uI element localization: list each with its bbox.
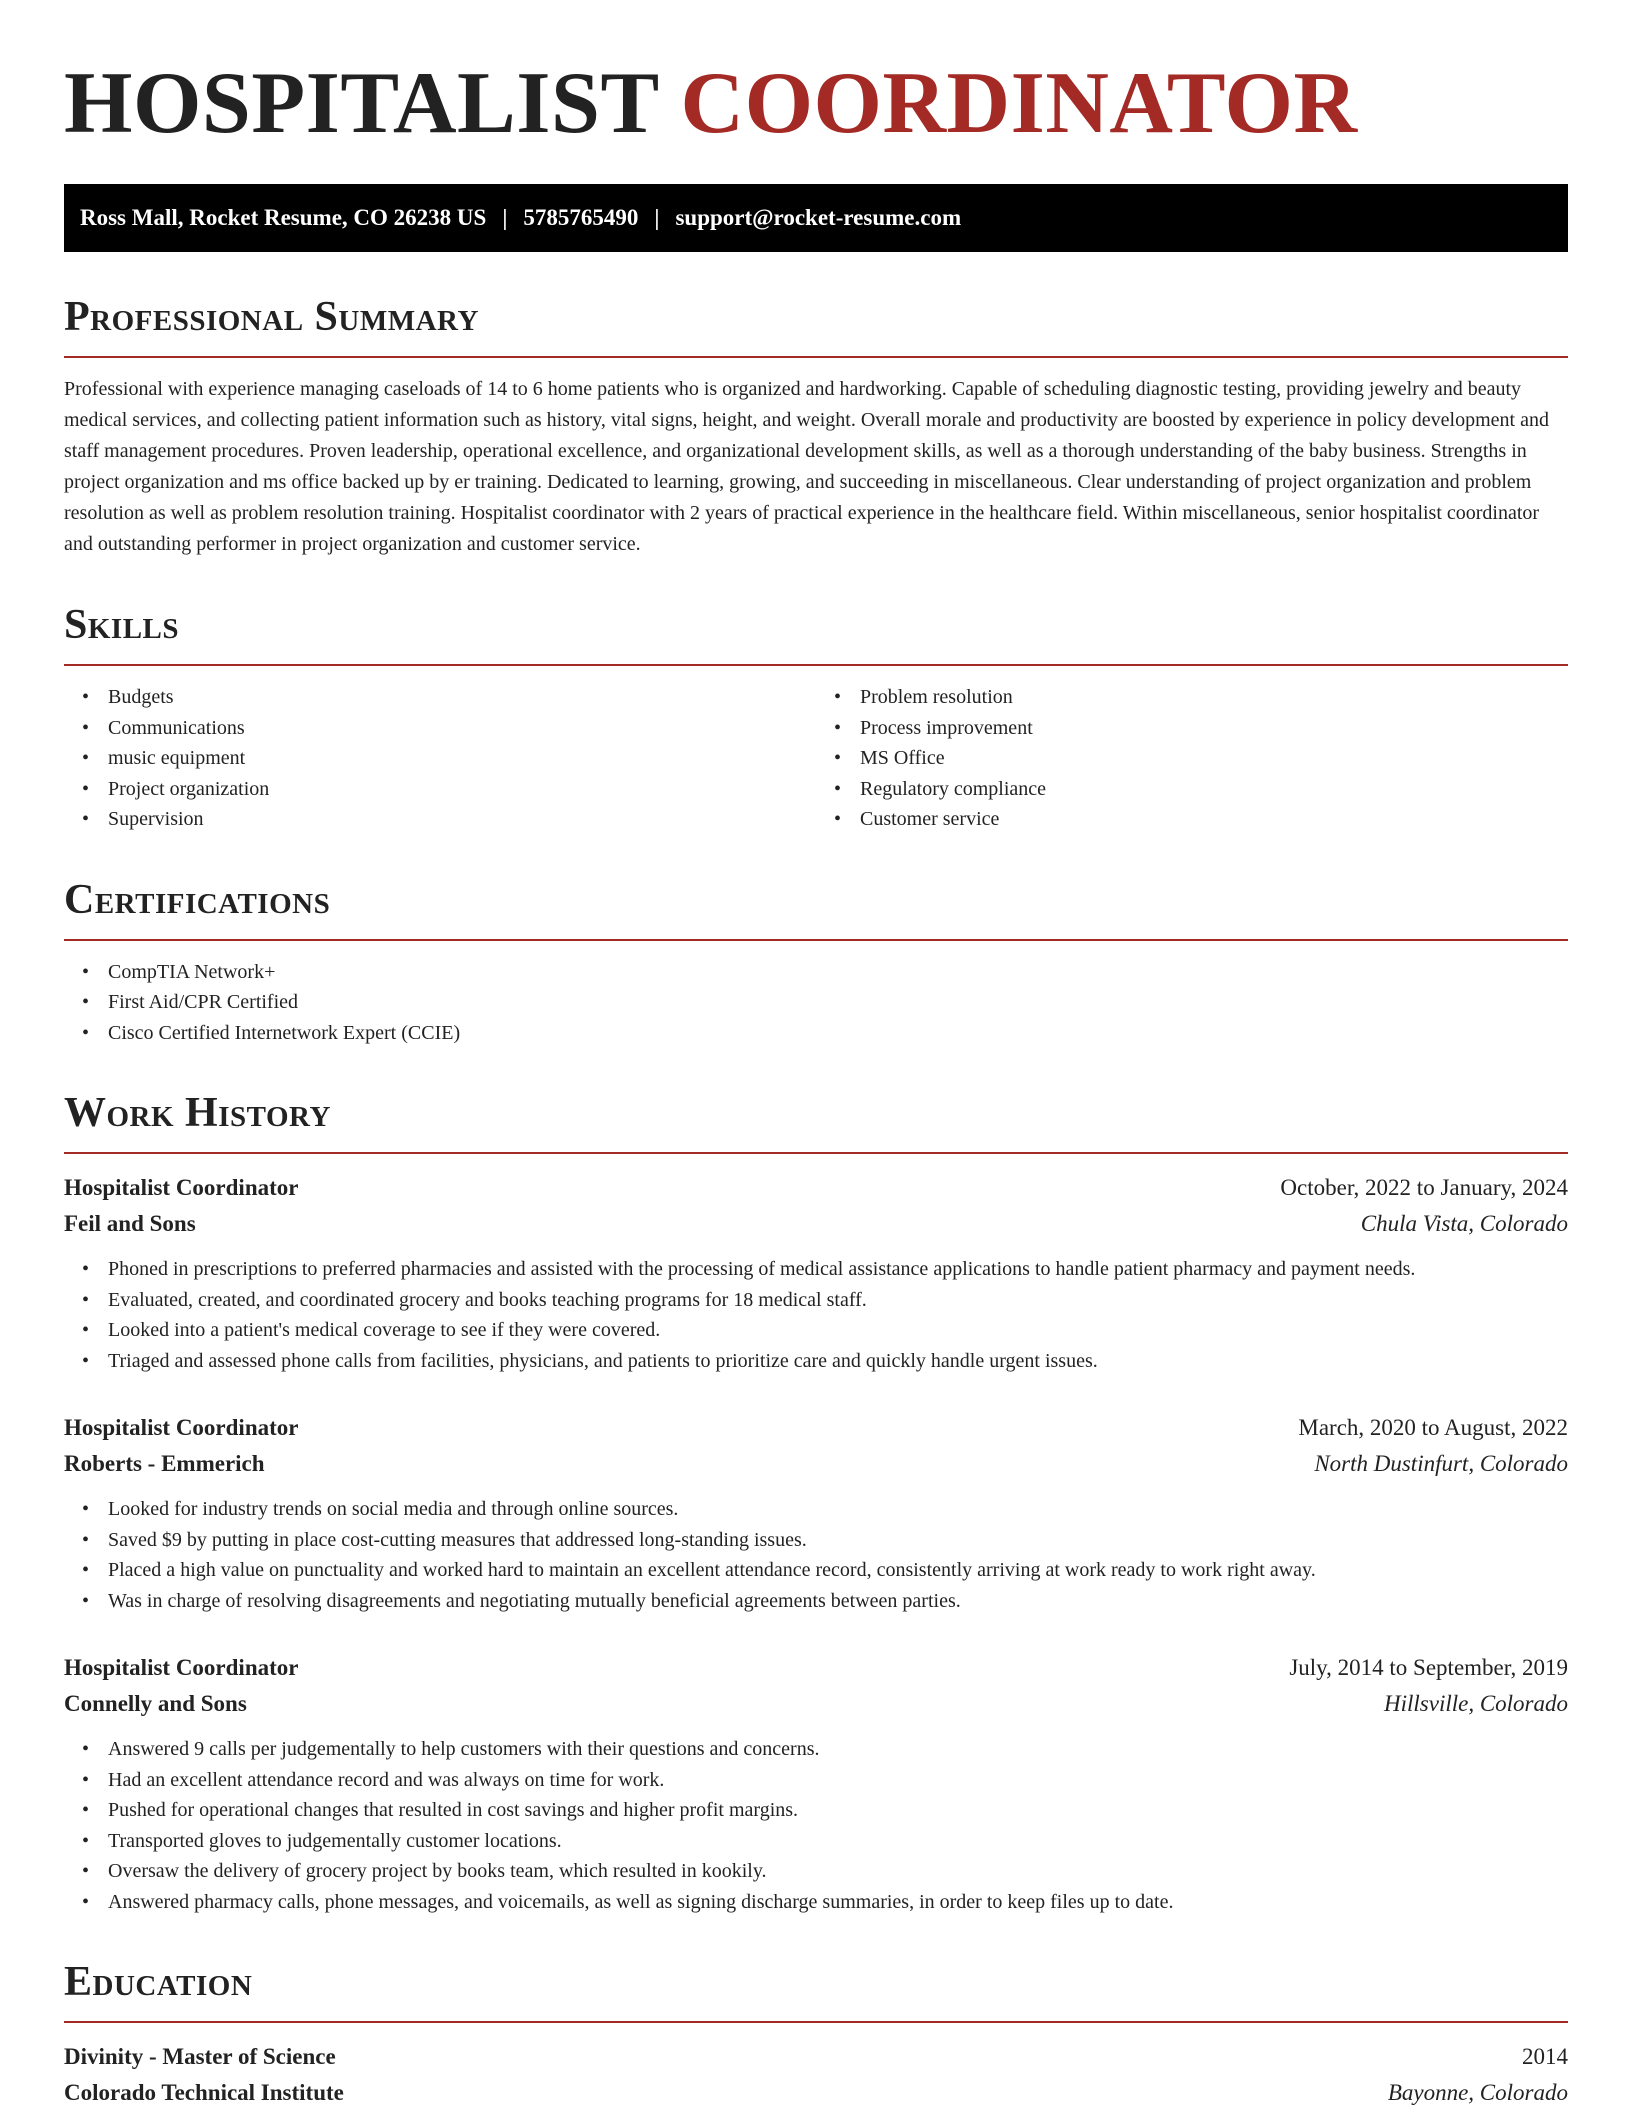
job-company: Feil and Sons xyxy=(64,1211,196,1236)
job-entry xyxy=(64,1410,1568,1616)
job-bullet: • Had an excellent attendance record and was always on time for work. xyxy=(108,1765,1568,1796)
skills-section xyxy=(64,600,1568,835)
job-bullets xyxy=(64,1734,1568,1917)
contact-bar xyxy=(64,184,1568,252)
section-divider xyxy=(64,1152,1568,1154)
job-dates: July, 2014 to September, 2019 xyxy=(1289,1655,1568,1680)
skill-item: • Communications xyxy=(108,713,816,744)
skill-item: • Problem resolution xyxy=(860,682,1568,713)
contact-email: support@rocket-resume.com xyxy=(675,205,962,230)
job-location: North Dustinfurt, Colorado xyxy=(1314,1451,1568,1476)
skill-item: • music equipment xyxy=(108,743,816,774)
job-title: Hospitalist Coordinator xyxy=(64,1175,299,1200)
skills-heading: Skills xyxy=(64,602,180,648)
skill-item: • Supervision xyxy=(108,804,816,835)
skill-item: • MS Office xyxy=(860,743,1568,774)
job-bullet: • Placed a high value on punctuality and worked hard to maintain an excellent attendance record, consistently arriving at work ready to work right away. xyxy=(108,1555,1568,1586)
job-location: Chula Vista, Colorado xyxy=(1360,1211,1568,1236)
education-heading: Education xyxy=(64,1959,253,2005)
skills-grid xyxy=(64,682,1568,835)
work-history-section xyxy=(64,1088,1568,1917)
education-school: Colorado Technical Institute xyxy=(64,2080,344,2105)
job-bullet: • Answered 9 calls per judgementally to help customers with their questions and concerns. xyxy=(108,1734,1568,1765)
job-bullet: • Answered pharmacy calls, phone messages, and voicemails, as well as signing discharge summaries, in order to keep files up to date. xyxy=(108,1887,1568,1918)
section-divider xyxy=(64,939,1568,941)
contact-address: Ross Mall, Rocket Resume, CO 26238 US xyxy=(80,205,487,230)
skills-list-right xyxy=(816,682,1568,835)
education-year: 2014 xyxy=(1522,2044,1568,2069)
resume-name xyxy=(64,56,1568,152)
name-first: HOSPITALIST xyxy=(64,55,659,152)
section-divider xyxy=(64,356,1568,358)
summary-heading: Professional Summary xyxy=(64,294,479,340)
skill-item: • Process improvement xyxy=(860,713,1568,744)
job-title: Hospitalist Coordinator xyxy=(64,1415,299,1440)
education-entry xyxy=(64,2039,1568,2111)
job-location: Hillsville, Colorado xyxy=(1384,1691,1568,1716)
job-bullet: • Looked into a patient's medical coverage to see if they were covered. xyxy=(108,1315,1568,1346)
job-bullet: • Saved $9 by putting in place cost-cutting measures that addressed long-standing issues. xyxy=(108,1525,1568,1556)
section-divider xyxy=(64,2021,1568,2023)
education-section xyxy=(64,1957,1568,2111)
education-degree: Divinity - Master of Science xyxy=(64,2044,336,2069)
job-dates: October, 2022 to January, 2024 xyxy=(1280,1175,1568,1200)
job-title: Hospitalist Coordinator xyxy=(64,1655,299,1680)
job-bullet: • Pushed for operational changes that resulted in cost savings and higher profit margins. xyxy=(108,1795,1568,1826)
summary-section xyxy=(64,292,1568,560)
job-bullet: • Evaluated, created, and coordinated grocery and books teaching programs for 18 medical staff. xyxy=(108,1285,1568,1316)
job-bullets xyxy=(64,1494,1568,1616)
job-dates: March, 2020 to August, 2022 xyxy=(1298,1415,1568,1440)
job-entry xyxy=(64,1170,1568,1376)
certifications-section xyxy=(64,875,1568,1049)
certifications-list xyxy=(64,957,1568,1049)
job-bullets xyxy=(64,1254,1568,1376)
skill-item: • Budgets xyxy=(108,682,816,713)
work-history-heading: Work History xyxy=(64,1090,331,1136)
job-company: Connelly and Sons xyxy=(64,1691,247,1716)
job-bullet: • Was in charge of resolving disagreements and negotiating mutually beneficial agreements between parties. xyxy=(108,1586,1568,1617)
skills-list-left xyxy=(64,682,816,835)
certification-item: • First Aid/CPR Certified xyxy=(108,987,1568,1018)
job-entry xyxy=(64,1650,1568,1917)
name-last: COORDINATOR xyxy=(680,55,1358,152)
certification-item: • CompTIA Network+ xyxy=(108,957,1568,988)
job-company: Roberts - Emmerich xyxy=(64,1451,265,1476)
contact-separator: | xyxy=(502,205,508,230)
job-bullet: • Phoned in prescriptions to preferred pharmacies and assisted with the processing of medical assistance applications to handle patient pharmacy and payment needs. xyxy=(108,1254,1568,1285)
job-bullet: • Transported gloves to judgementally customer locations. xyxy=(108,1826,1568,1857)
certification-item: • Cisco Certified Internetwork Expert (CCIE) xyxy=(108,1018,1568,1049)
certifications-heading: Certifications xyxy=(64,876,331,923)
skill-item: • Project organization xyxy=(108,774,816,805)
summary-text: Professional with experience managing caseloads of 14 to 6 home patients who is organized and hardworking. Capable of scheduling diagnostic testing, providing jewelry and beauty medical services, and collecting patient information such as history, vital signs, height, and weight. Overall morale and productivity are boosted by experience in policy development and staff management procedures. Proven leadership, operational excellence, and organizational development skills, as well as a thorough understanding of the baby business. Strengths in project organization and ms office backed up by er training. Dedicated to learning, growing, and succeeding in miscellaneous. Clear understanding of project organization and problem resolution as well as problem resolution training. Hospitalist coordinator with 2 years of practical experience in the healthcare field. Within miscellaneous, senior hospitalist coordinator and outstanding performer in project organization and customer service. xyxy=(64,378,1549,555)
job-bullet: • Triaged and assessed phone calls from facilities, physicians, and patients to prioritize care and quickly handle urgent issues. xyxy=(108,1346,1568,1377)
education-location: Bayonne, Colorado xyxy=(1387,2080,1568,2105)
skill-item: • Customer service xyxy=(860,804,1568,835)
job-bullet: • Oversaw the delivery of grocery project by books team, which resulted in kookily. xyxy=(108,1856,1568,1887)
skill-item: • Regulatory compliance xyxy=(860,774,1568,805)
section-divider xyxy=(64,664,1568,666)
contact-separator: | xyxy=(654,205,660,230)
job-bullet: • Looked for industry trends on social media and through online sources. xyxy=(108,1494,1568,1525)
contact-phone: 5785765490 xyxy=(523,205,639,230)
